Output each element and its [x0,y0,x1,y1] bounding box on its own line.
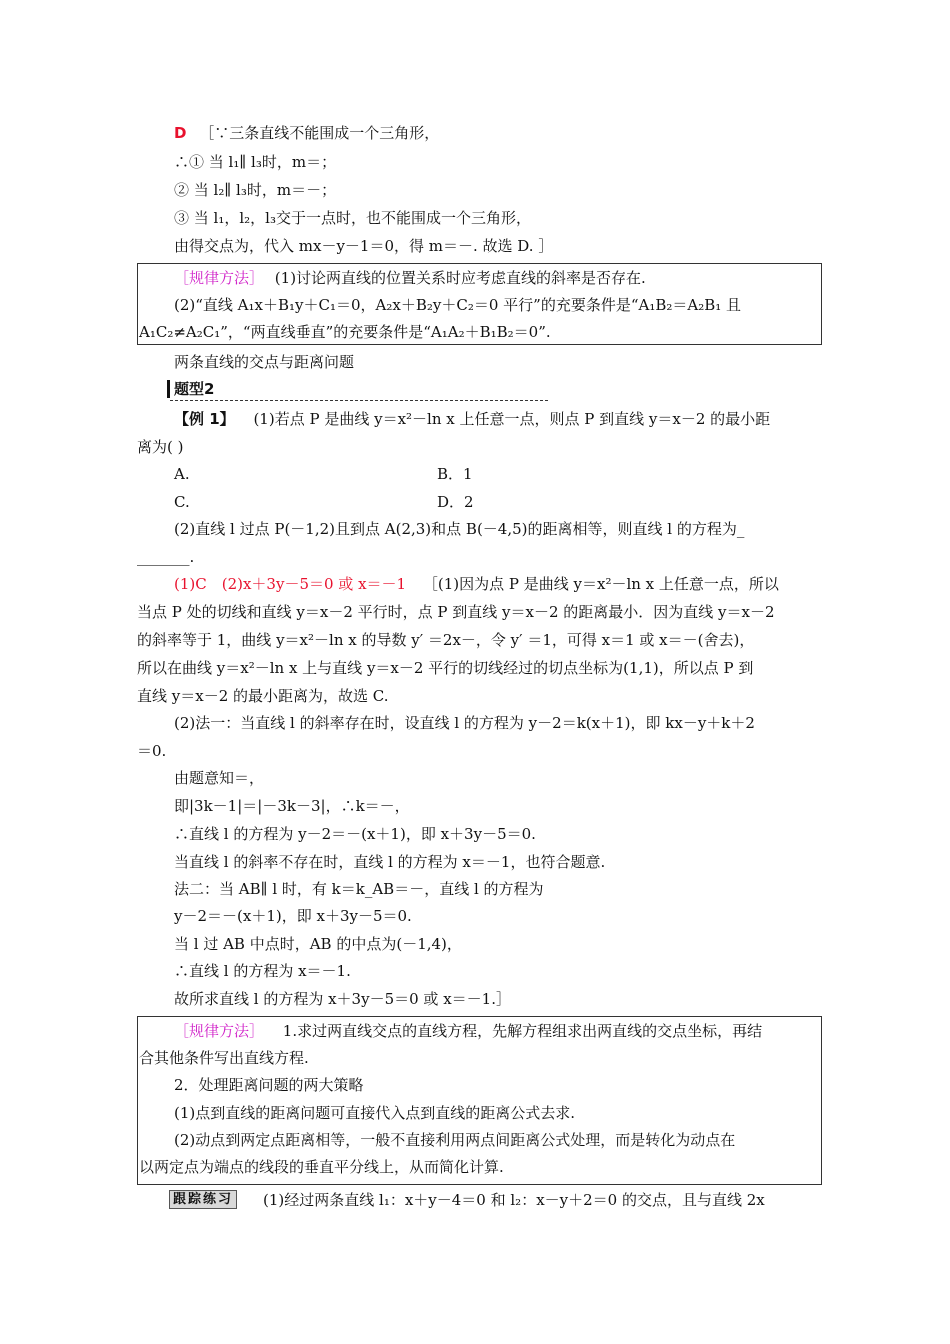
solution-line: 的斜率等于 1，曲线 y＝x²－ln x 的导数 y′ ＝2x－，令 y′ ＝1，可得 x＝1 或 x＝－(舍去)， [137,631,755,649]
type-tag: 题型2 [174,380,215,398]
dashed-rule [170,400,548,401]
solution-line: 当直线 l 的斜率不存在时，直线 l 的方程为 x＝－1，也符合题意. [174,853,606,871]
answer-letter: D [174,124,187,142]
solution-line: y－2＝－(x＋1)，即 x＋3y－5＝0. [174,907,412,925]
practice-text: (1)经过两条直线 l₁：x＋y－4＝0 和 l₂：x－y＋2＝0 的交点，且与直线 2x [263,1191,765,1209]
solution-line: ＝0. [137,742,167,760]
solution-line: 故所求直线 l 的方程为 x＋3y－5＝0 或 x＝－1.］ [174,990,511,1008]
section-title: 两条直线的交点与距离问题 [174,353,355,371]
solution-line [174,123,439,143]
option-b: B．1 [437,465,473,483]
solution-line: 所以在曲线 y＝x²－ln x 上与直线 y＝x－2 平行的切线经过的切点坐标为(1,1)，所以点 P 到 [137,659,754,677]
solution-line: ∴① 当 l₁∥ l₃时，m＝； [174,153,337,171]
method-line: ［规律方法］ (1)讨论两直线的位置关系时应考虑直线的斜率是否存在. [174,269,646,287]
solution-line: ③ 当 l₁，l₂，l₃交于一点时，也不能围成一个三角形， [174,209,531,227]
solution-text: ［∵三条直线不能围成一个三角形， [199,124,440,142]
method-line: 2．处理距离问题的两大策略 [174,1076,364,1094]
solution-line: 当 l 过 AB 中点时，AB 的中点为(－1,4)， [174,935,462,953]
practice-tag: 跟踪练习 [169,1190,237,1209]
example-line: _______. [137,548,195,566]
solution-line: 当点 P 处的切线和直线 y＝x－2 平行时，点 P 到直线 y＝x－2 的距离最小．因为直线 y＝x－2 [137,603,775,621]
solution-answer: (1)C (2)x＋3y－5＝0 或 x＝－1 [174,575,407,593]
method-line: (2)动点到两定点距离相等，一般不直接利用两点间距离公式处理，而是转化为动点在 [174,1131,736,1149]
example-line: 【例 1】 (1)若点 P 是曲线 y＝x²－ln x 上任意一点，则点 P 到直线 y＝x－2 的最小距 [174,410,771,428]
solution-line: 由得交点为，代入 mx－y－1＝0，得 m＝－. 故选 D. ］ [174,237,554,255]
solution-line: 直线 y＝x－2 的最小距离为，故选 C. [137,687,389,705]
type-tag-bar [167,380,170,398]
method-line: (1)点到直线的距离问题可直接代入点到直线的距离公式去求. [174,1104,576,1122]
method-line: 以两定点为端点的线段的垂直平分线上，从而简化计算. [139,1158,504,1176]
solution-line: ② 当 l₂∥ l₃时，m＝－； [174,181,337,199]
method-label: ［规律方法］ [174,1022,265,1040]
solution-line: (1)C (2)x＋3y－5＝0 或 x＝－1 ［(1)因为点 P 是曲线 y＝x²－ln x 上任意一点，所以 [174,575,779,593]
solution-line: 法二：当 AB∥ l 时，有 k＝k_AB＝－，直线 l 的方程为 [174,880,544,898]
option-a: A. [174,465,190,483]
method-line: (2)“直线 A₁x＋B₁y＋C₁＝0，A₂x＋B₂y＋C₂＝0 平行”的充要条件是“A₁B₂＝A₂B₁ 且 [174,296,742,314]
method-line: A₁C₂≠A₂C₁”，“两直线垂直”的充要条件是“A₁A₂＋B₁B₂＝0”. [139,323,551,341]
method-line: 合其他条件写出直线方程. [139,1049,309,1067]
option-c: C. [174,493,190,511]
solution-line: 即|3k－1|＝|－3k－3|，∴k＝－， [174,797,410,815]
solution-line: ∴直线 l 的方程为 x＝－1. [174,962,351,980]
solution-line: ∴直线 l 的方程为 y－2＝－(x＋1)，即 x＋3y－5＝0. [174,825,536,843]
example-label: 【例 1】 [174,410,235,428]
solution-line: (2)法一：当直线 l 的斜率存在时，设直线 l 的方程为 y－2＝k(x＋1)，即 kx－y＋k＋2 [174,714,755,732]
solution-line: 由题意知＝， [174,769,265,787]
example-line: (2)直线 l 过点 P(－1,2)且到点 A(2,3)和点 B(－4,5)的距离相等，则直线 l 的方程为_ [174,520,745,538]
method-line: ［规律方法］ 1.求过两直线交点的直线方程，先解方程组求出两直线的交点坐标，再结 [174,1022,763,1040]
option-d: D．2 [437,493,474,511]
example-line: 离为( ) [137,438,184,456]
method-label: ［规律方法］ [174,269,265,287]
